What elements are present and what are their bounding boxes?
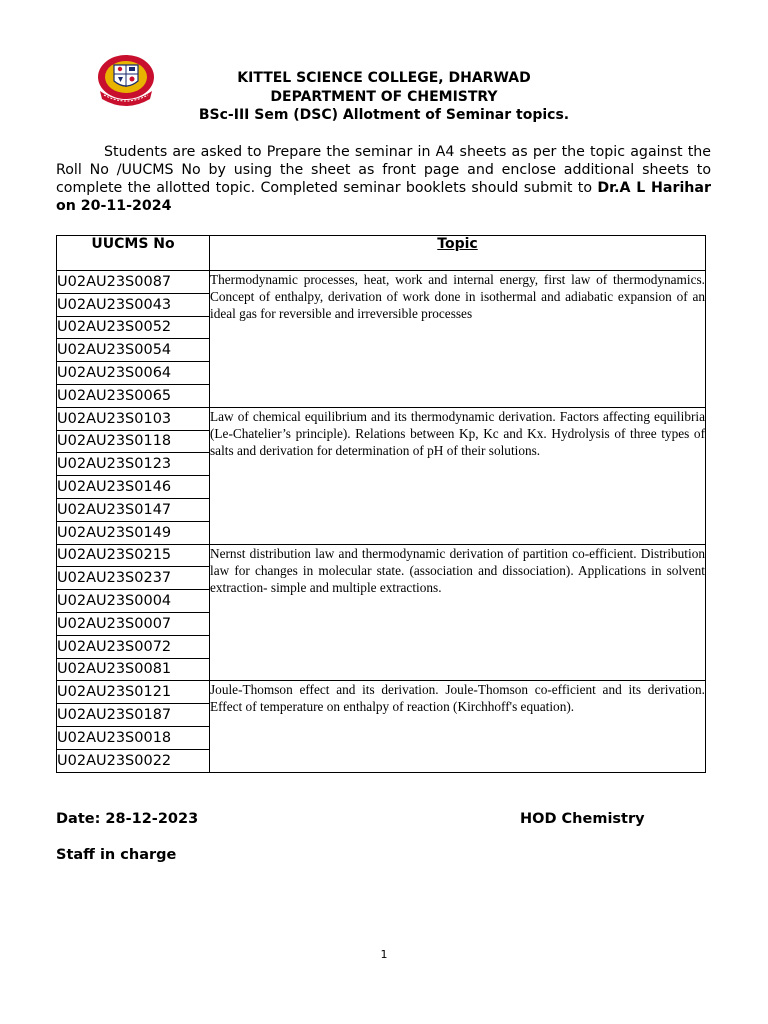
table-row — [57, 681, 706, 704]
uucms-number: U02AU23S0052 — [57, 316, 210, 339]
table-row — [57, 544, 706, 567]
seminar-topic: Law of chemical equilibrium and its thermodynamic derivation. Factors affecting equilibria (Le-Chatelier’s principle). Relations between Kp, Kc and Kx. Hydrolysis of three types of salts and derivation for determination of pH of their solutions. — [210, 407, 706, 544]
uucms-number: U02AU23S0064 — [57, 362, 210, 385]
uucms-number: U02AU23S0065 — [57, 384, 210, 407]
seminar-allotment-table — [56, 235, 706, 773]
seminar-topic: Joule-Thomson effect and its derivation. Joule-Thomson co-efficient and its derivation. Effect of temperature on enthalpy of reaction (Kirchhoff's equation). — [210, 681, 706, 772]
instructions-text: Students are asked to Prepare the seminar in A4 sheets as per the topic against the Roll No /UUCMS No by using the sheet as front page and enclose additional sheets to complete the allotted topic. Completed seminar booklets should submit to — [56, 144, 711, 196]
uucms-number: U02AU23S0043 — [57, 293, 210, 316]
column-header-uucms: UUCMS No — [57, 236, 210, 271]
department-name: DEPARTMENT OF CHEMISTRY — [270, 89, 498, 105]
uucms-number: U02AU23S0146 — [57, 476, 210, 499]
uucms-number: U02AU23S0054 — [57, 339, 210, 362]
submission-deadline: Dr.A L Harihar on 20-11-2024 — [56, 180, 711, 214]
document-subject: BSc-III Sem (DSC) Allotment of Seminar topics. — [198, 107, 570, 123]
uucms-number: U02AU23S0007 — [57, 612, 210, 635]
table-row — [57, 271, 706, 294]
uucms-number: U02AU23S0237 — [57, 567, 210, 590]
seminar-topic: Nernst distribution law and thermodynamic derivation of partition co-efficient. Distribution law for changes in molecular state. (association and dissociation). Applications in solvent extraction- simple and multiple extractions. — [210, 544, 706, 681]
uucms-number: U02AU23S0149 — [57, 521, 210, 544]
hod-signature-label: HOD Chemistry — [520, 811, 645, 827]
uucms-number: U02AU23S0022 — [57, 749, 210, 772]
uucms-number: U02AU23S0123 — [57, 453, 210, 476]
column-header-topic: Topic — [210, 236, 706, 271]
uucms-number: U02AU23S0103 — [57, 407, 210, 430]
uucms-number: U02AU23S0018 — [57, 726, 210, 749]
instructions-paragraph — [56, 143, 711, 215]
table-header-row — [57, 236, 706, 271]
uucms-number: U02AU23S0215 — [57, 544, 210, 567]
staff-in-charge-label: Staff in charge — [56, 847, 177, 863]
uucms-number: U02AU23S0118 — [57, 430, 210, 453]
uucms-number: U02AU23S0087 — [57, 271, 210, 294]
document-date: Date: 28-12-2023 — [56, 811, 199, 827]
uucms-number: U02AU23S0187 — [57, 704, 210, 727]
table-row — [57, 407, 706, 430]
seminar-topic: Thermodynamic processes, heat, work and internal energy, first law of thermodynamics. Concept of enthalpy, derivation of work done in isothermal and adiabatic expansion of an ideal gas for reversible and irreversible processes — [210, 271, 706, 408]
uucms-number: U02AU23S0072 — [57, 635, 210, 658]
uucms-number: U02AU23S0121 — [57, 681, 210, 704]
college-name: KITTEL SCIENCE COLLEGE, DHARWAD — [237, 70, 531, 86]
uucms-number: U02AU23S0147 — [57, 498, 210, 521]
uucms-number: U02AU23S0004 — [57, 590, 210, 613]
uucms-number: U02AU23S0081 — [57, 658, 210, 681]
page-number: 1 — [380, 948, 388, 961]
